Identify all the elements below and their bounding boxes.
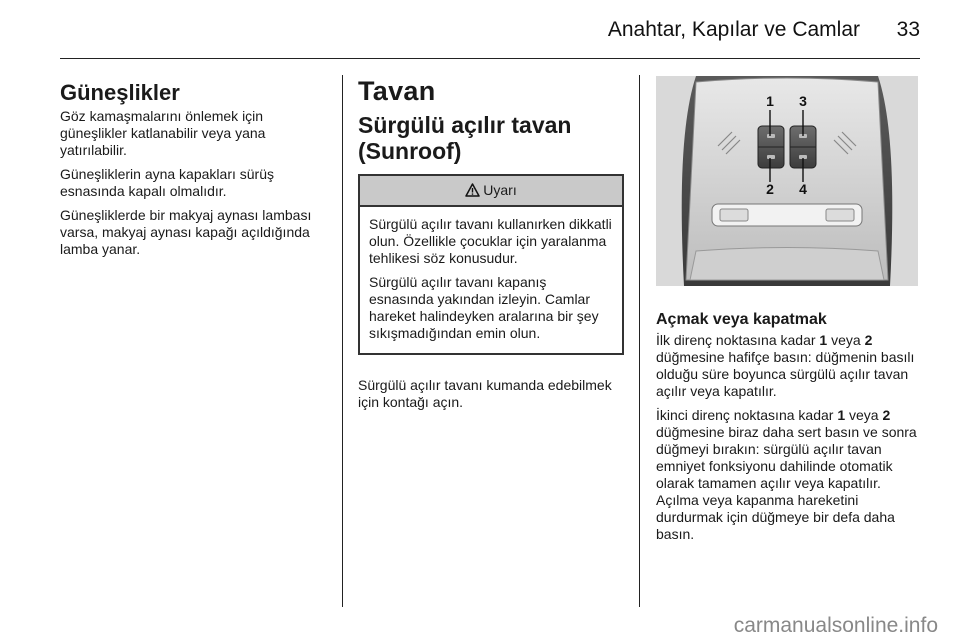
warning-paragraph: Sürgülü açılır tavanı kullanırken dikkatli olun. Özellikle çocuklar için yaralanma tehlikesi söz konusudur. <box>369 215 612 266</box>
page-header <box>0 0 960 60</box>
header-rule <box>60 58 920 59</box>
figure-label: 2 <box>766 181 774 197</box>
section-heading: Sürgülü açılır tavan (Sunroof) <box>358 112 572 164</box>
paragraph: İlk direnç noktasına kadar 1 veya 2 düğmesine hafifçe basın: düğmenin basılı olduğu süre boyunca sürgülü açılır tavan açılır veya kapatılır. <box>656 332 915 399</box>
column-divider <box>342 75 343 607</box>
paragraph: İkinci direnç noktasına kadar 1 veya 2 düğmesine biraz daha sert basın ve sonra düğmeyi bırakın: sürgülü açılır tavan emniyet fonksiyonu dahilinde otomatik olarak tamamen açılır veya kapatılır. Açılma veya kapanma hareketini durdurmak için düğmeye bir defa daha basın. <box>656 407 917 542</box>
chapter-heading: Tavan <box>358 76 436 106</box>
section-heading: Açmak veya kapatmak <box>656 311 827 328</box>
paragraph: Sürgülü açılır tavanı kumanda edebilmek için kontağı açın. <box>358 376 612 410</box>
warning-box <box>358 174 624 355</box>
column-2 <box>358 74 628 418</box>
paragraph: Göz kamaşmalarını önlemek için güneşlikler katlanabilir veya yana yatırılabilir. <box>60 108 266 158</box>
figure-label: 3 <box>799 93 807 109</box>
warning-triangle-icon <box>465 183 480 200</box>
sunroof-switch-figure <box>656 76 918 286</box>
column-1 <box>60 74 330 265</box>
column-3 <box>656 74 922 550</box>
warning-header <box>360 176 622 207</box>
paragraph: Güneşliklerin ayna kapakları sürüş esnasında kapalı olmalıdır. <box>60 166 274 199</box>
paragraph: Güneşliklerde bir makyaj aynası lambası varsa, makyaj aynası kapağı açıldığında lamba yanar. <box>60 207 312 257</box>
page-number: 33 <box>896 18 920 41</box>
section-heading: Güneşlikler <box>60 80 180 105</box>
warning-title: Uyarı <box>483 182 517 198</box>
warning-body <box>360 207 622 353</box>
warning-paragraph: Sürgülü açılır tavanı kapanış esnasında yakından izleyin. Camlar hareket halindeyken aralarına bir şey sıkışmadığından emin olun. <box>369 273 599 341</box>
column-divider <box>639 75 640 607</box>
header-title: Anahtar, Kapılar ve Camlar <box>607 18 860 41</box>
figure-label: 4 <box>799 181 807 197</box>
figure-label: 1 <box>766 93 774 109</box>
watermark: carmanualsonline.info <box>733 614 938 637</box>
